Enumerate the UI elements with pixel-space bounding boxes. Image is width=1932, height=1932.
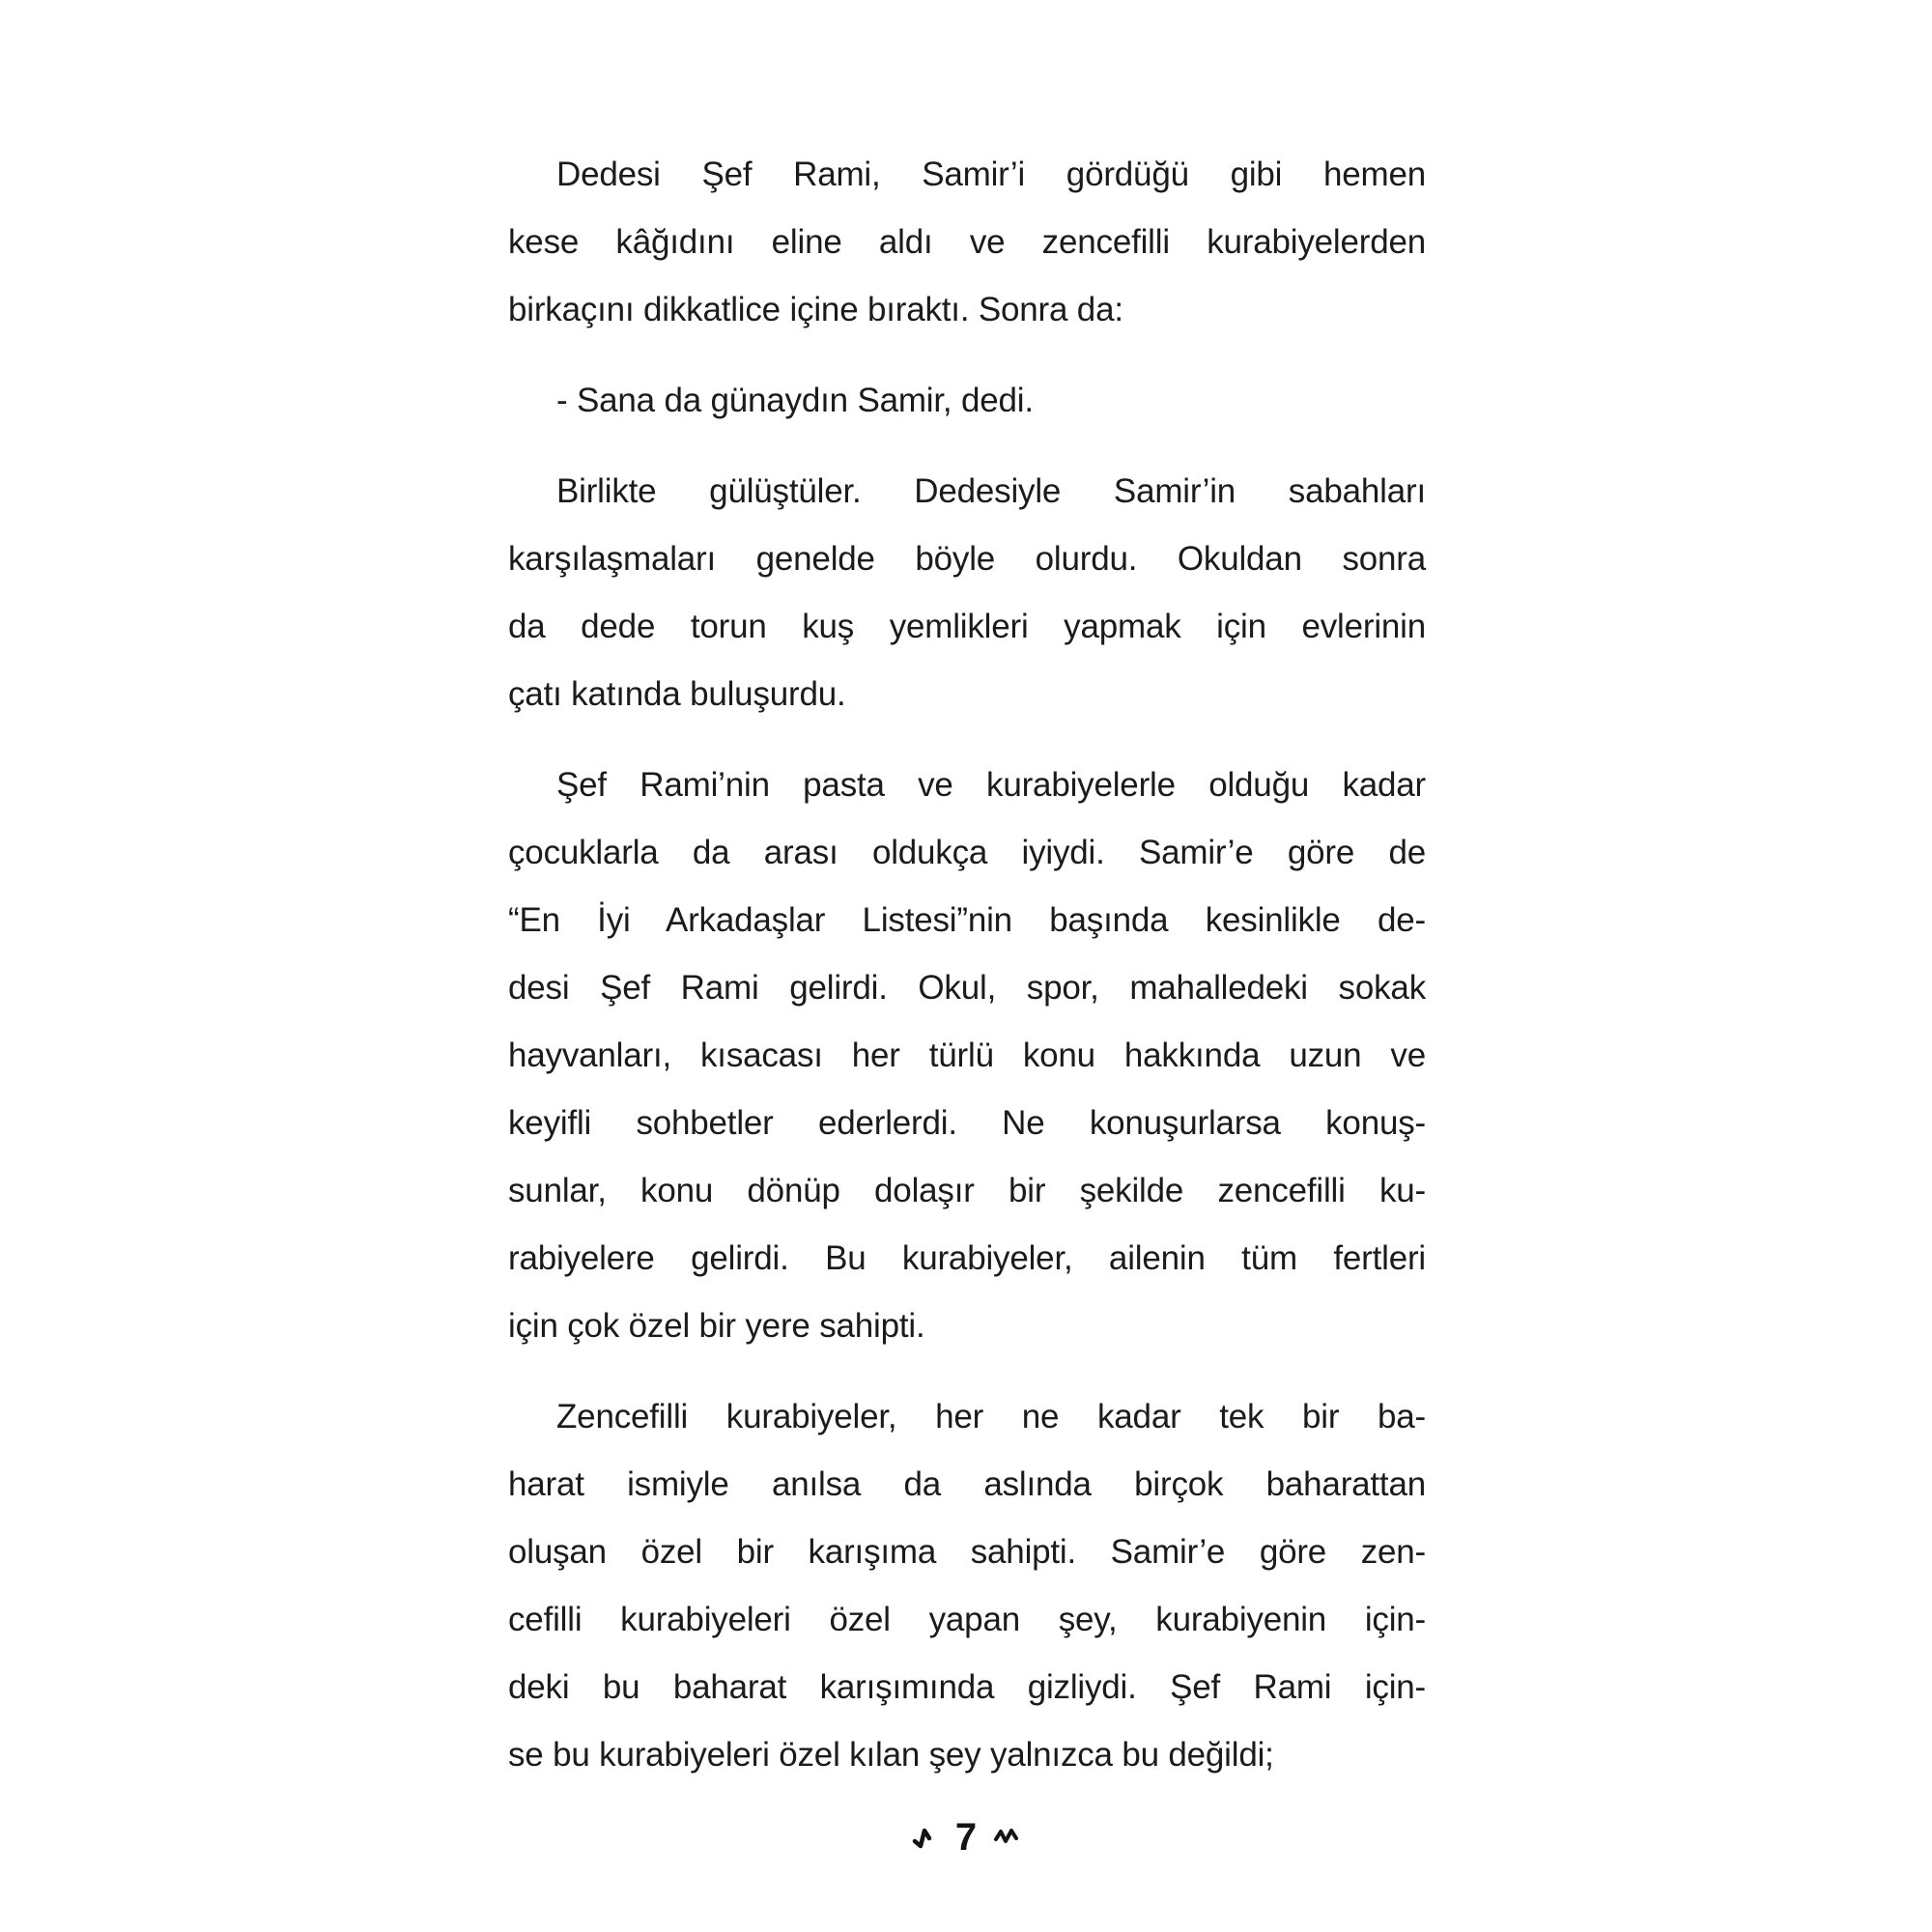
- text-line: - Sana da günaydın Samir, dedi.: [556, 382, 1034, 419]
- paragraph: [508, 141, 1426, 344]
- text-line: Şef Rami’nin pasta ve kurabiyelerle olduğu kadar: [556, 766, 1426, 804]
- text-line: birkaçını dikkatlice içine bıraktı. Sonra da:: [508, 291, 1123, 328]
- text-line: keyifli sohbetler ederlerdi. Ne konuşurlarsa konuş-: [508, 1104, 1426, 1142]
- text-line: çocuklarla da arası oldukça iyiydi. Samir’e göre de: [508, 834, 1426, 871]
- page-footer: [508, 1818, 1426, 1857]
- bird-ornament-left-icon: [911, 1825, 940, 1850]
- text-content: [508, 141, 1426, 1789]
- text-line: se bu kurabiyeleri özel kılan şey yalnızca bu değildi;: [508, 1736, 1274, 1774]
- text-line: için çok özel bir yere sahipti.: [508, 1307, 925, 1345]
- text-line: oluşan özel bir karışıma sahipti. Samir’e göre zen-: [508, 1533, 1426, 1571]
- page-number: 7: [954, 1816, 978, 1859]
- text-line: Dedesi Şef Rami, Samir’i gördüğü gibi hemen: [556, 156, 1426, 193]
- text-line: sunlar, konu dönüp dolaşır bir şekilde zencefilli ku-: [508, 1172, 1426, 1209]
- text-line: çatı katında buluşurdu.: [508, 675, 846, 713]
- paragraph: [508, 1383, 1426, 1789]
- text-line: da dede torun kuş yemlikleri yapmak için evlerinin: [508, 608, 1426, 645]
- text-line: Birlikte gülüştüler. Dedesiyle Samir’in sabahları: [556, 472, 1426, 510]
- text-line: cefilli kurabiyeleri özel yapan şey, kurabiyenin için-: [508, 1601, 1426, 1638]
- text-line: harat ismiyle anılsa da aslında birçok baharattan: [508, 1465, 1426, 1503]
- text-line: hayvanları, kısacası her türlü konu hakkında uzun ve: [508, 1037, 1426, 1074]
- paragraph: [508, 752, 1426, 1360]
- text-line: desi Şef Rami gelirdi. Okul, spor, mahalledeki sokak: [508, 969, 1426, 1007]
- paragraph: [508, 367, 1426, 435]
- text-line: deki bu baharat karışımında gizliydi. Şef Rami için-: [508, 1668, 1426, 1706]
- text-line: karşılaşmaları genelde böyle olurdu. Okuldan sonra: [508, 540, 1426, 578]
- text-line: kese kâğıdını eline aldı ve zencefilli kurabiyelerden: [508, 223, 1426, 261]
- bird-ornament-right-icon: [992, 1825, 1023, 1850]
- paragraph: [508, 458, 1426, 728]
- text-line: Zencefilli kurabiyeler, her ne kadar tek bir ba-: [556, 1398, 1426, 1435]
- text-line: “En İyi Arkadaşlar Listesi”nin başında kesinlikle de-: [508, 901, 1426, 939]
- text-line: rabiyelere gelirdi. Bu kurabiyeler, ailenin tüm fertleri: [508, 1239, 1426, 1277]
